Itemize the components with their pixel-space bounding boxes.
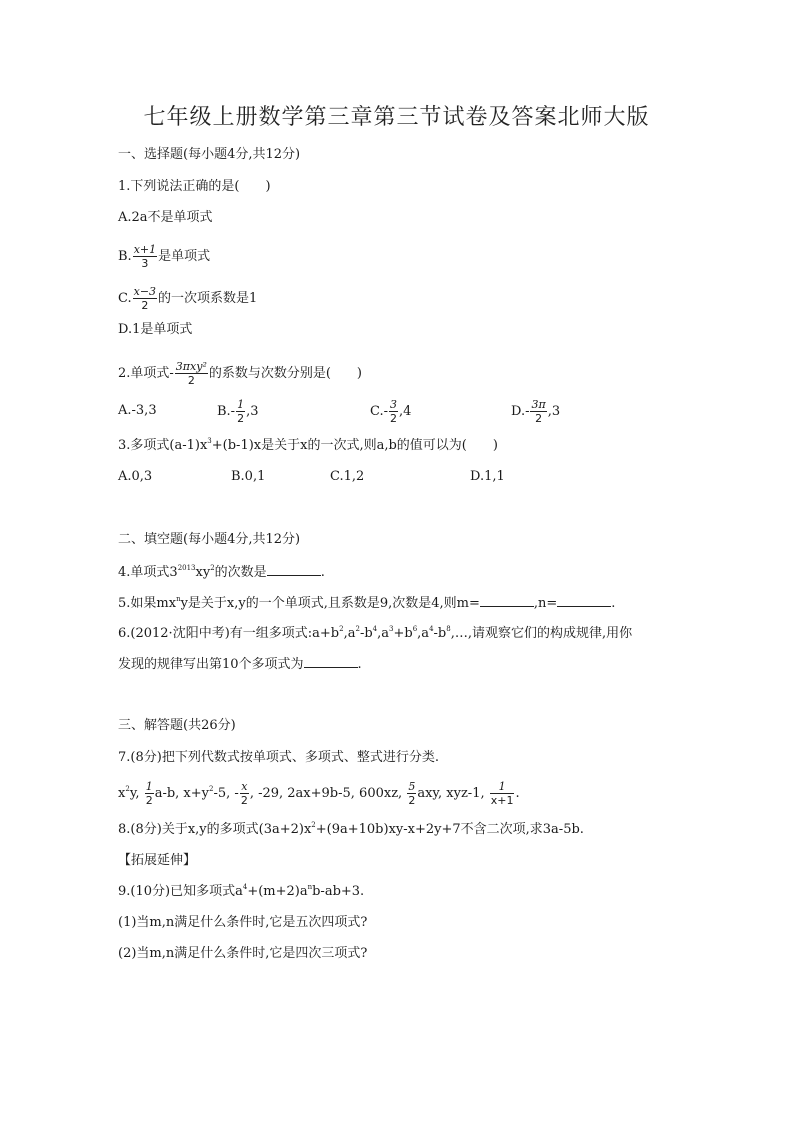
question-8: 8.(8分)关于x,y的多项式$(3a+2)x^2+(9a+10b)xy-x+2y+7$不含二次项,求3a-5b. — [118, 821, 584, 837]
q3-option-c: C.1,2 — [330, 469, 365, 484]
q3-option-b: B.0,1 — [231, 469, 266, 484]
question-9-stem: 9.(10分)已知多项式$a^4+(m+2)a^nb-ab+3$. — [118, 883, 365, 899]
question-9-part-1: (1)当m,n满足什么条件时,它是五次四项式? — [118, 915, 368, 930]
fraction: $\frac{x+1}{3}$ — [133, 243, 157, 270]
question-7-expressions: $x^2y$, $\frac{1}{2}$ a-b, $x+y^2-5$, - $\frac{x}{2}$ , -29, 2ax+9b-5, 600xz, $\frac{5}{2}$ axy, xyz-1, $\frac{1}{x+1}$ . — [118, 780, 520, 807]
fraction: $\frac{\text{3πxy²}}{2}$ — [175, 360, 207, 387]
q3-option-d: D.1,1 — [470, 469, 505, 484]
question-5: 5.如果$mx^ny$是关于x,y的一个单项式,且系数是9,次数是4,则m= ,n= . — [118, 595, 616, 611]
q2-option-c: C.- $\frac{3}{2}$ ,4 — [370, 398, 412, 425]
q2-option-b: B.- $\frac{1}{2}$ ,3 — [217, 398, 259, 425]
q2-option-d: D.- $\frac{3\pi}{2}$ ,3 — [511, 398, 561, 425]
answer-blank-m[interactable] — [480, 594, 534, 607]
section-heading-solve: 三、解答题(共26分) — [118, 718, 236, 733]
section-heading-fill: 二、填空题(每小题4分,共12分) — [118, 532, 301, 547]
question-6-line-2: 发现的规律写出第10个多项式为 . — [118, 657, 362, 672]
answer-blank[interactable] — [267, 563, 321, 576]
extension-heading: 【拓展延伸】 — [118, 853, 197, 868]
answer-blank-n[interactable] — [557, 594, 611, 607]
question-4: 4.单项式$3^{2013}xy^2$的次数是 . — [118, 564, 325, 580]
question-2-stem: 2.单项式- $\frac{\text{3πxy²}}{2}$ 的系数与次数分别是( ) — [118, 360, 363, 387]
q1-option-c: C. $\frac{x-3}{2}$ 的一次项系数是1 — [118, 285, 258, 312]
fraction: $\frac{x-3}{2}$ — [133, 285, 157, 312]
question-7-stem: 7.(8分)把下列代数式按单项式、多项式、整式进行分类. — [118, 750, 439, 765]
section-heading-choice: 一、选择题(每小题4分,共12分) — [118, 147, 301, 162]
question-1-stem: 1.下列说法正确的是( ) — [118, 179, 271, 194]
question-3-stem: 3.多项式$(a-1)x^3+(b-1)x$是关于x的一次式,则a,b的值可以为( ) — [118, 437, 498, 453]
page-title: 七年级上册数学第三章第三节试卷及答案北师大版 — [143, 105, 650, 130]
q3-option-a: A.0,3 — [118, 469, 153, 484]
answer-blank[interactable] — [304, 655, 358, 668]
q1-option-d: D.1是单项式 — [118, 322, 193, 337]
question-6-line-1: 6.(2012·沈阳中考)有一组多项式$:a+b^2,a^2-b^4,a^3+b^6,a^4-b^8,\dots$,请观察它们的构成规律,用你 — [118, 625, 633, 641]
question-9-part-2: (2)当m,n满足什么条件时,它是四次三项式? — [118, 946, 368, 961]
q2-option-a: A.-3,3 — [118, 403, 157, 418]
q1-option-a: A.2a不是单项式 — [118, 210, 213, 225]
q1-option-b: B. $\frac{x+1}{3}$ 是单项式 — [118, 243, 211, 270]
